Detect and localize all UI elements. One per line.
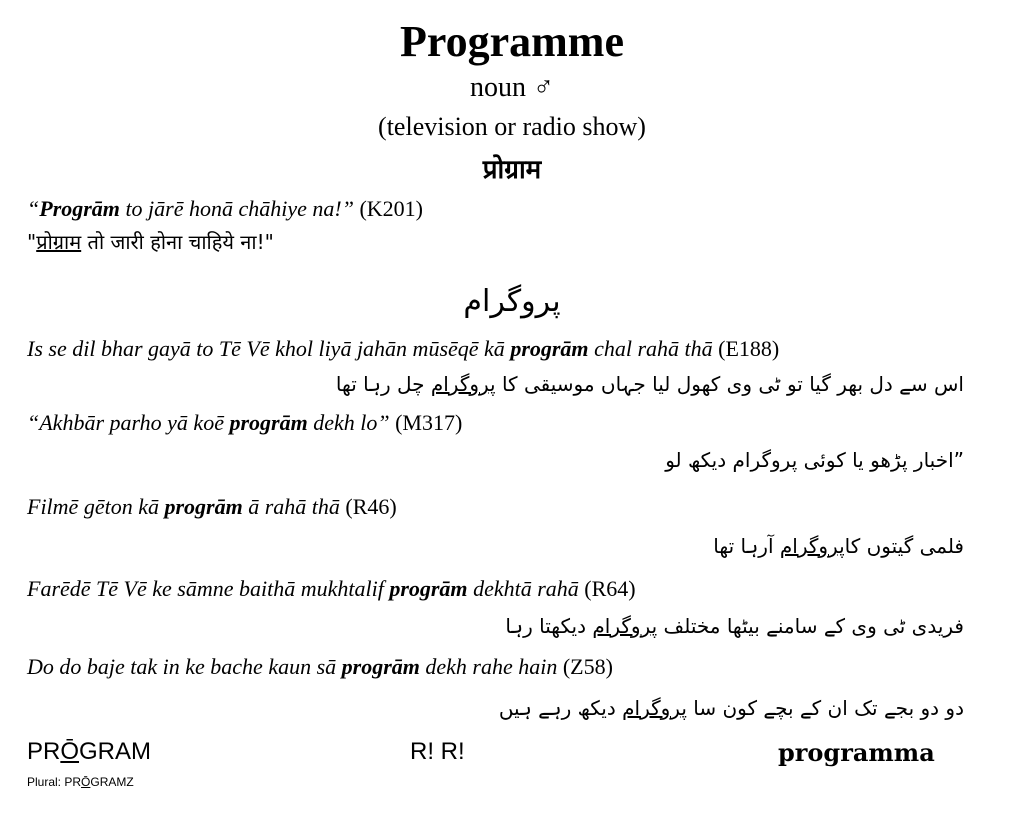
headword: Programme <box>400 17 624 66</box>
pronunciation: PRŌGRAM <box>27 738 152 765</box>
gloss: (television or radio show) <box>378 112 646 141</box>
example-1-keyword: Progrām <box>39 196 120 221</box>
example-4-urdu: فلمی گیتوں کاپروگرام آرہا تھا <box>713 534 964 558</box>
example-4-keyword: progrām <box>164 494 243 519</box>
urdu-headword: پروگرام <box>463 284 561 319</box>
example-2-keyword: progrām <box>510 336 589 361</box>
example-5-urdu: فریدی ٹی وی کے سامنے بیٹھا مختلف پروگرام دیکھتا رہا <box>505 614 964 638</box>
stress-marker: R! R! <box>410 738 465 765</box>
hindi-headword: प्रोग्राम <box>482 155 542 185</box>
german-form: programma <box>778 738 935 767</box>
example-4-translit: Filmē gēton kā progrām ā rahā thā (R46) <box>27 494 397 519</box>
example-3-urdu: ”اخبار پڑھو یا کوئی پروگرام دیکھ لو <box>665 448 964 472</box>
example-2-translit: Is se dil bhar gayā to Tē Vē khol liyā jahān mūsēqē kā progrām chal rahā thā (E188) <box>27 336 780 361</box>
example-2-urdu: اس سے دل بھر گیا تو ٹی وی کھول لیا جہاں موسیقی کا پروگرام چل رہا تھا <box>335 372 964 396</box>
example-1-translit: “Progrām to jārē honā chāhiye na!” (K201) <box>27 196 424 221</box>
example-1-hindi: "प्रोग्राम तो जारी होना चाहिये ना!" <box>27 230 274 254</box>
example-5-translit: Farēdē Tē Vē ke sāmne baithā mukhtalif progrām dekhtā rahā (R64) <box>27 576 636 601</box>
plural-form: Plural: PRŌGRAMZ <box>27 775 134 789</box>
example-5-keyword: progrām <box>389 576 468 601</box>
example-6-translit: Do do baje tak in ke bache kaun sā progrām dekh rahe hain (Z58) <box>27 654 613 679</box>
example-6-urdu: دو دو بجے تک ان کے بچے کون سا پروگرام دیکھ رہے ہیں <box>498 696 964 720</box>
example-1-ref: (K201) <box>353 196 424 221</box>
example-6-keyword: progrām <box>341 654 420 679</box>
part-of-speech: noun ♂ <box>470 72 554 103</box>
example-3-translit: “Akhbār parho yā koē progrām dekh lo” (M317) <box>27 410 463 435</box>
example-3-keyword: progrām <box>229 410 308 435</box>
